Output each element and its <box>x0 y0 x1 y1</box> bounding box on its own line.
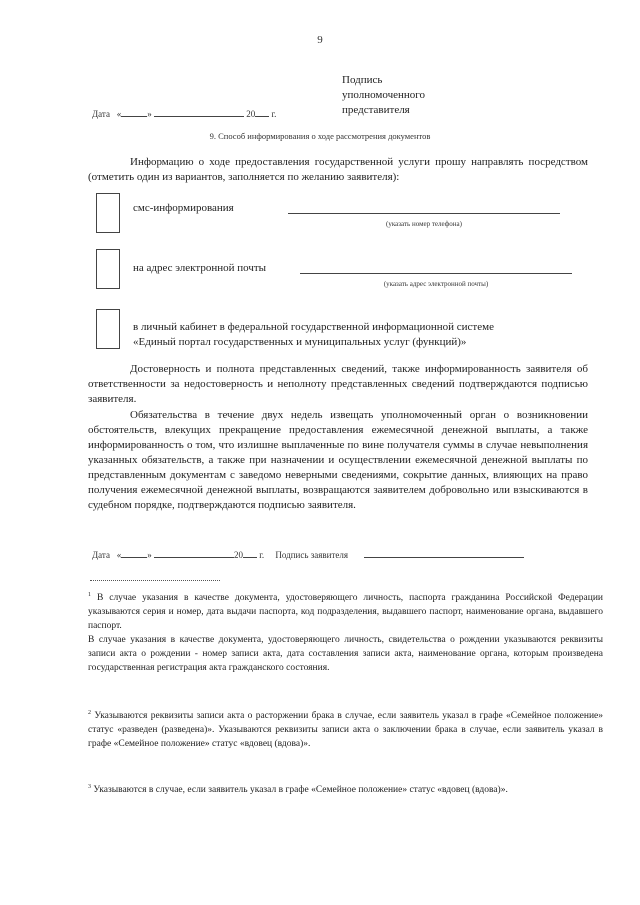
email-input-line[interactable] <box>300 273 572 274</box>
intro-text: Информацию о ходе предоставления государственной услуги прошу направлять посредством (отметить один из вариантов, заполняется по желанию заявителя): <box>88 156 588 183</box>
footnote-2-text: Указываются реквизиты записи акта о расторжении брака в случае, если заявитель указал в графе «Семейное положение» статус «разведен (разведена)». Указываются реквизиты записи акта о заключении брака в случае, если заявитель указал в графе «Семейное положение» статус «вдовец (вдова)». <box>88 711 604 750</box>
close-quote-bottom: » <box>147 550 152 560</box>
reliability-text: Достоверность и полнота представленных сведений, также информированность заявителя об ответственности за недостоверность и неполноту представленных сведений подтверждаются подписью заявителя. <box>88 363 588 405</box>
footnote-2 <box>88 706 603 751</box>
close-quote: » <box>147 109 152 119</box>
signature-label-line2: уполномоченного <box>342 89 426 101</box>
footnote-1 <box>88 588 603 675</box>
portal-option-label-line1: в личный кабинет в федеральной государственной информационной системе <box>133 321 494 333</box>
day-field-bottom[interactable] <box>121 547 147 558</box>
year-suffix: г. <box>271 109 277 119</box>
page-number: 9 <box>317 34 323 46</box>
footnote-3-text: Указываются в случае, если заявитель указал в графе «Семейное положение» статус «вдовец (вдова)». <box>93 785 508 796</box>
footnote-1-text: В случае указания в качестве документа, удостоверяющего личность, паспорта гражданина Российской Федерации указываются серия и номер, дата выдачи паспорта, код подразделения, выдавшего паспорт, наименование органа, выдавшего паспорт. <box>88 593 604 632</box>
year-field[interactable] <box>255 106 269 117</box>
sms-checkbox[interactable] <box>96 193 120 233</box>
email-checkbox[interactable] <box>96 249 120 289</box>
open-quote-bottom: « <box>116 550 122 560</box>
date-label-bottom: Дата <box>92 550 110 560</box>
obligations-paragraph <box>88 408 588 513</box>
month-field[interactable] <box>154 106 244 117</box>
year-suffix-bottom: г. <box>259 550 265 560</box>
reliability-paragraph <box>88 362 588 407</box>
phone-hint: (указать номер телефона) <box>386 220 462 228</box>
sms-option-label: смс-информирования <box>133 202 234 214</box>
footnote-3-mark: 3 <box>88 784 91 790</box>
footnote-1-text-2: В случае указания в качестве документа, удостоверяющего личность, свидетельства о рождении указываются реквизиты записи акта о рождении - номер записи акта, дата составления записи акта, наименование органа, которым произведена государственная регистрация акта гражданского состояния. <box>88 635 603 674</box>
month-field-bottom[interactable] <box>154 547 234 558</box>
section-title: 9. Способ информирования о ходе рассмотрения документов <box>209 131 431 141</box>
day-field[interactable] <box>121 106 147 117</box>
date-row-top <box>92 106 276 119</box>
applicant-signature-field[interactable] <box>364 547 524 558</box>
representative-signature-label <box>342 73 425 118</box>
year-prefix-bottom: 20 <box>233 550 243 560</box>
obligations-text: Обязательства в течение двух недель извещать уполномоченный орган о возникновении обстоятельств, влекущих прекращение предоставления ежемесячной денежной выплаты, а также информированность о том, что излишне выплаченные по вине получателя суммы в случае невыполнения указанных обязательств, а также при назначении и осуществлении ежемесячной денежной выплаты по представленным документам с заведомо неверными сведениями, сокрытие данных, влияющих на право получения ежемесячной денежной выплаты, возвращаются заявителем добровольно или взыскиваются в судебном порядке, подтверждаются подписью заявителя. <box>88 409 588 511</box>
date-row-bottom <box>92 547 524 560</box>
footnote-separator <box>90 580 220 581</box>
signature-label-line1: Подпись <box>342 74 383 86</box>
footnote-1-mark: 1 <box>88 592 91 598</box>
email-option-label: на адрес электронной почты <box>133 262 267 274</box>
applicant-signature-label: Подпись заявителя <box>275 550 349 560</box>
open-quote: « <box>116 109 122 119</box>
intro-paragraph <box>88 155 588 185</box>
footnote-3 <box>88 780 603 797</box>
date-label: Дата <box>92 109 110 119</box>
portal-option-label-line2: «Единый портал государственных и муниципальных услуг (функций)» <box>133 336 467 348</box>
year-prefix: 20 <box>246 109 256 119</box>
footnote-2-mark: 2 <box>88 710 91 716</box>
phone-input-line[interactable] <box>288 213 560 214</box>
email-hint: (указать адрес электронной почты) <box>383 280 489 288</box>
portal-checkbox[interactable] <box>96 309 120 349</box>
signature-label-line3: представителя <box>342 104 410 116</box>
year-field-bottom[interactable] <box>243 547 257 558</box>
